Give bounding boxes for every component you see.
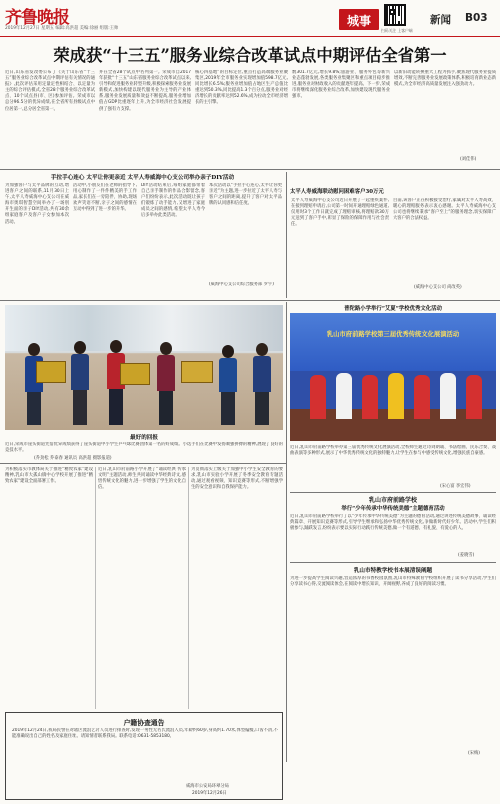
performer-figure xyxy=(336,373,352,419)
section-tab xyxy=(339,9,379,30)
theme-story-text: 近日,乳山市府前路学校举行了以“少年传承中华传统美德”为主题的德育活动,通过讲述传统美德故事、诵读经典篇章、开展知识竞赛等形式,引导学生继承和弘扬中华优秀传统文化,争做新时代好少年。活动中,学生们积极参与,踊跃发言,纷纷表示要以实际行动践行传统美德,做一个有道德、有礼貌、有爱心的人。 xyxy=(290,514,496,532)
left-lower-col-1: 为积极落实市教体局关于推进“精致农家”建设精神,乳山市大孤山镇中心学校开展了推进“精致农家”建设全面部署工作。 xyxy=(5,467,93,485)
diy-story-headline: 手拉手心连心 太平让你更亲近 太平人寿威海中心支公司举办亲子DIY活动 xyxy=(50,175,235,181)
middle-story-col-2: 目前,该客户正在积极接受治疗,家属对太平人寿高效、暖心的理赔服务表示衷心感谢。太平人寿威海中心支公司也将继续秉承“客户至上”的服务理念,切实保障广大客户的合法权益。 xyxy=(393,198,496,222)
bottom-right-text: 为进一步提高学生阅读兴趣,营造浓厚的书香校园氛围,乳山市特殊教育学校组织开展了读书分享活动,学生们分享读书心得,交流阅读体会,在阅读中增长知识、开阔视野,养成了良好的阅读习惯。 xyxy=(290,576,496,588)
students-photo xyxy=(5,305,283,430)
student-figure xyxy=(69,341,91,425)
certificate-icon xyxy=(120,363,150,385)
students-photo-credit: (乔劲松 乔泰春 通讯员 高洪超 摄影报道) xyxy=(34,456,112,461)
certificate-icon xyxy=(36,361,66,383)
theme-story-headline: 乳山市府前路学校 xyxy=(368,497,417,504)
middle-story-credit: (威海中心支公司 尚改英) xyxy=(414,285,462,290)
student-figure xyxy=(251,343,273,425)
section-label: 城事 xyxy=(346,14,371,28)
student-figure xyxy=(217,345,239,425)
diy-story-col-4: 本次活动以“手拉手心连心,太平让你更亲近”为主题,进一步拉近了太平人寿与客户之间的距离,提升了客户对太平品牌的认同感和信任度。 xyxy=(209,183,282,207)
stage-story-text: 近日,乳山市府前路学校举办第三届优秀传统文化展演活动,全校师生通过诗词朗诵、书法绘画、民乐合奏、戏曲表演等多种形式,展示了中华优秀传统文化的独特魅力,让学生在参与中感受传统文化,增强民族自豪感。 xyxy=(290,445,496,457)
bottom-right-credit: (宋梅) xyxy=(468,751,480,756)
performer-figure xyxy=(414,375,430,419)
diy-story-credit: (威海中心支公司综合服务部 罗宇) xyxy=(209,282,274,287)
newspaper-logo: 齐鲁晚报 xyxy=(5,8,69,28)
main-story-col-5: 以新旧动能转换重大工程为抓手,聚焦现代服务业提质增效,不断完善服务业发展政策体系,积极培育新业态新模式,为全市经济高质量发展注入强劲动力。 xyxy=(394,70,496,88)
qr-caption: 扫码关注 上客户端 xyxy=(381,28,413,33)
performer-figure xyxy=(466,375,482,419)
certificate-icon xyxy=(181,361,213,383)
left-lower-col-3: 为贯彻落实上级关于加强中小学生安全教育的要求,乳山市实验小学开展了冬季安全教育专题活动,通过观看视频、知识竞赛等形式,不断增强学生的安全意识和自我保护能力。 xyxy=(191,467,283,491)
main-story-col-4: 数301.7亿元,增长9.8%;旅游业、服务外包等新兴业态蓬勃发展,各类服务业集聚区和重点项目稳步推进,服务业对财政收入的贡献逐年提高。下一步,荣成市将继续深化服务业综合改革,加快建设现代服务业强市。 xyxy=(292,70,390,100)
middle-story-col-1: 太平人寿威海中心支公司近日开展了一起重疾案件,在接到理赔申请后,公司第一时间开通理赔绿色通道,仅用时3个工作日就完成了理赔审核,将理赔款30万元送到了客户手中,彰显了保险的保障作用与社会责任。 xyxy=(291,198,389,228)
theme-story-subheadline: 举行“少年传承中华传统美德”主题德育活动 xyxy=(341,506,445,512)
main-story-col-1: 近日,山东省发改委公布了《关于山东省“十三五”服务业综合改革试点中期评估有关情况的通报》,此次评估采用定量定性相结合、以定量为主的综合评估模式,全省28个服务业综合改革试点、10个试点县(市、区)参加评估。荣成市以总分96.5分的优异成绩,在全省所有县级试点中位居第一,总分居全省第一。 xyxy=(5,70,95,112)
qr-code-icon xyxy=(384,4,406,26)
notice-signature: 威海市公安局环翠分局 xyxy=(186,784,229,789)
student-figure xyxy=(155,342,177,425)
middle-story-headline: 太平人寿威海联动慰问困难客户30万元 xyxy=(290,189,384,195)
stage-photo xyxy=(290,313,496,441)
notice-box xyxy=(5,712,283,800)
stage-story-credit: (宋心富 李宏伟) xyxy=(440,484,471,489)
students-photo-title: 最好的回报 xyxy=(130,435,158,441)
diy-story-col-1: 为加强客户与太平品牌的互动,增进客户之间的联系,11月30日上午,太平人寿威海中心支公司在威海市奥琪智慧空间举办了一场别开生面的亲子DIY活动,共有30余组家庭客户及客户子女参加本次活动。 xyxy=(5,183,69,225)
masthead xyxy=(0,0,500,36)
main-byline: (刘佳伟) xyxy=(460,157,477,162)
page-number: B03 xyxy=(465,12,488,24)
main-story-col-3: 核心四基地”的目标定位,重点打造高端服务业聚集区,2019年全市服务业实现增加值598.7亿元,同比增长6.5%;服务业增加值占地区生产总值比重达到50.3%,同比提高1.3个百分点,服务业对经济增长的贡献率达到52.6%,成为拉动全市经济增长的主引擎。 xyxy=(195,70,288,106)
stage-banner-text: 乳山市府前路学校第三届优秀传统文化展演活动 xyxy=(326,331,460,338)
edition-label: 新闻 xyxy=(430,14,451,26)
diy-story-col-2: 活动中,小朋友们在老师的指导下,用心制作了一件件精美的手工作品,家长们在一旁陪伴、协助,现场欢声笑语不断,亲子之间的感情在互动中得到了进一步的升华。 xyxy=(73,183,137,213)
notice-date: 2019年12月26日 xyxy=(192,791,227,796)
students-photo-caption: 近日,荣成市崖头街道凭借优异成绩获得了崖头街道中小学生乒乓球比赛团体第一名的好成绩。小选手们在比赛中发扬顽强拼搏的精神,展现了良好的竞技水平。 xyxy=(5,442,283,454)
left-lower-col-2: 近日,乳山市府前路小学开展了“诵读经典 传承文明”主题活动,师生共同诵读中华经典诗文,感悟传统文化的魅力,进一步增强了学生的文化自信。 xyxy=(98,467,186,491)
stage-story-headline: 普陀路小学举行“艾夏”学校优秀文化活动 xyxy=(344,306,442,312)
notice-text: 2019年12月24日,我局民警在对辖区流浪乞讨人员进行排查时,发现一男性无名氏流浪人员,年龄约60岁,身高约1.70米,体型偏瘦,口齿不清,不能准确说出自己的姓名及家庭住址。请知情者联系我局。联系电话:0631-5853180。 xyxy=(12,728,278,740)
performer-figure xyxy=(388,373,404,419)
bottom-right-headline: 乳山市特教学校书本展清误阐题 xyxy=(353,568,433,574)
classroom-window xyxy=(5,305,283,351)
diy-story-col-3: DIY活动结束后,每组家庭都带着自己亲手制作的作品合影留念,客户们纷纷表示,此次活动既让孩子们锻炼了动手能力,又增进了家庭成员之间的感情,希望太平人寿今后多举办此类活动。 xyxy=(141,183,205,219)
student-figure xyxy=(23,343,45,425)
stage-banner xyxy=(290,313,496,371)
main-headline: 荣成获“十三五”服务业综合改革试点中期评估全省第一 xyxy=(53,46,447,65)
main-story-col-2: 并在全省28个试点中名列第一。荣成市自2017年获批“十三五”山东省服务业综合改革试点以来,引导和促进服务业转型升级,积极探索服务业发展新模式,加快构建以现代服务业为主导的产业体系,服务业发展质量和效益不断提高,服务业增加值占GDP比重逐年上升,为全市经济社会发展提供了强有力支撑。 xyxy=(99,70,191,112)
date-line: 2019年12月27日 星期五 编辑:高洪超 美编:徐丽 组版:王帅 xyxy=(5,26,119,31)
performer-figure xyxy=(440,373,456,419)
notice-title: 户籍协查通告 xyxy=(123,719,165,727)
performer-figure xyxy=(362,375,378,419)
theme-story-credit: (姜晓雪) xyxy=(458,553,475,558)
performer-figure xyxy=(310,375,326,419)
